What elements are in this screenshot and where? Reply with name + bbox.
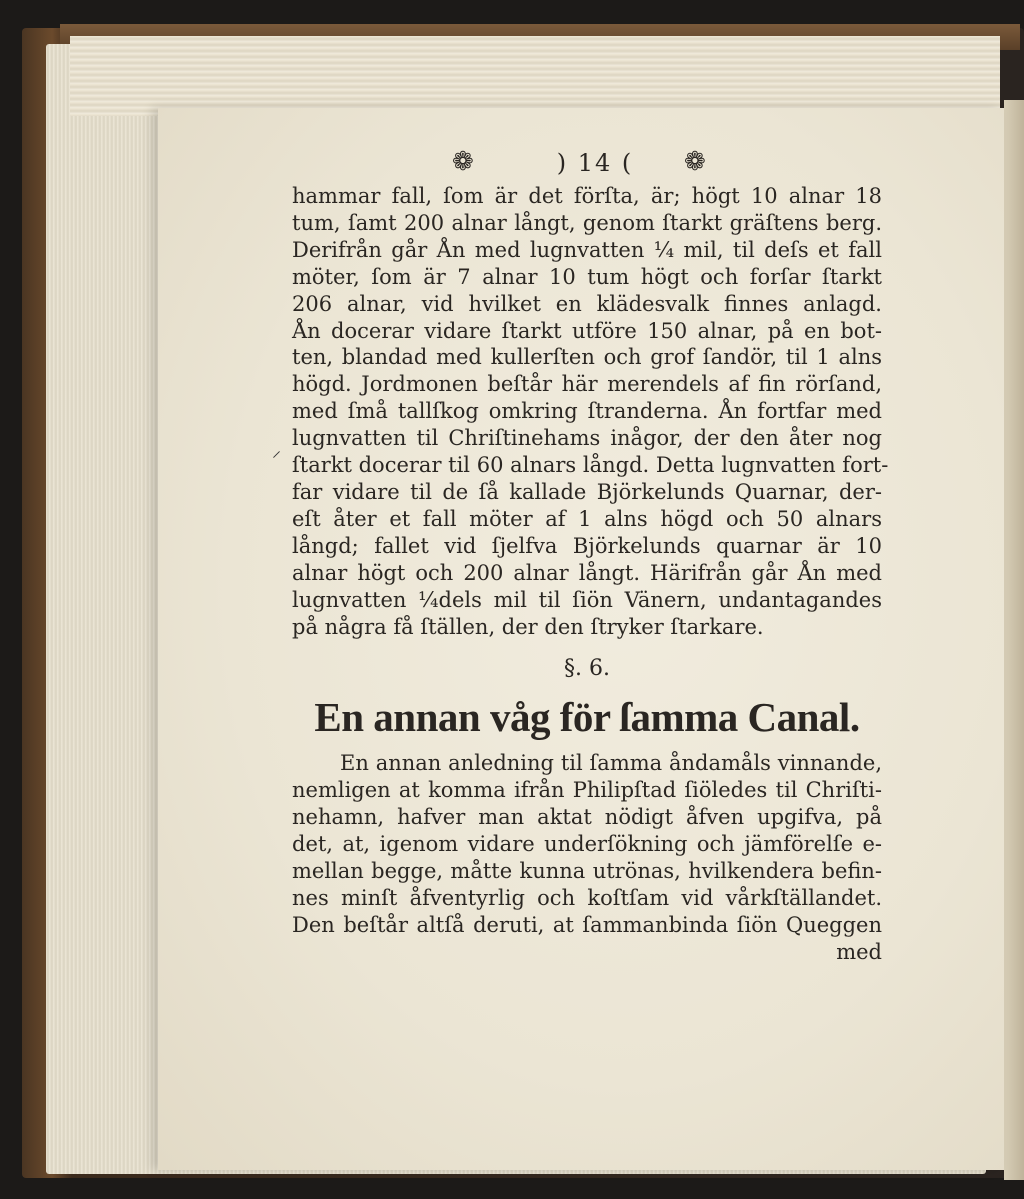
margin-mark: ⸍ (272, 448, 281, 469)
text-line: lugnvatten til Chriſtinehams inågor, der den åter nog (292, 426, 882, 451)
text-line: nehamn, hafver man aktat nödigt åfven upgifva, på (292, 805, 882, 830)
text-line: nemligen at komma ifrån Philipſtad ſiöledes til Chriſti- (292, 778, 882, 803)
text-line: möter, ſom är 7 alnar 10 tum högt och forſar ſtarkt (292, 264, 882, 289)
catchword: med (836, 939, 882, 964)
text-line: alnar högt och 200 alnar långt. Härifrån går Ån med (292, 560, 882, 585)
text-line: Derifrån går Ån med lugnvatten ¼ mil, til deſs et fall (292, 237, 882, 262)
page-number: ) 14 ( (556, 149, 634, 177)
paragraph-1 (292, 183, 889, 640)
text-line: Ån docerar vidare ſtarkt utföre 150 alnar, på en bot- (292, 318, 882, 343)
text-line: långd; fallet vid ſjelfva Björkelunds quarnar är 10 (292, 533, 882, 558)
facing-page-edge (1004, 100, 1024, 1180)
running-head (292, 143, 882, 183)
ornament-left-icon: ❁ (452, 147, 476, 177)
text-line: Den beſtår altſå deruti, at ſammanbinda ſiön Queggen (292, 912, 882, 937)
text-line: En annan anledning til ſamma åndamåls vinnande, (340, 751, 882, 776)
page-stack-top (70, 36, 1000, 116)
text-line: hammar fall, ſom är det förſta, är; högt 10 alnar 18 (292, 184, 882, 208)
text-line: 206 alnar, vid hvilket en klädesvalk finnes anlagd. (292, 291, 882, 316)
section-number: §. 6. (564, 656, 610, 682)
text-line: lugnvatten ¼dels mil til ſiön Vänern, undantagandes (292, 587, 882, 612)
text-line: på några få ſtällen, der den ſtryker ſtarkare. (292, 614, 764, 639)
text-line: eſt åter et fall möter af 1 alns högd och 50 alnars (292, 506, 882, 531)
paragraph-2 (292, 750, 882, 965)
ornament-right-icon: ❁ (684, 147, 708, 177)
page-content (292, 143, 889, 966)
text-line: far vidare til de ſå kallade Björkelunds Quarnar, der- (292, 479, 882, 504)
text-line: tum, ſamt 200 alnar långt, genom ſtarkt gräſtens berg. (292, 210, 882, 235)
text-line: det, at, igenom vidare underſökning och jämförelſe e- (292, 832, 882, 857)
text-line: nes minſt åfventyrlig och koſtſam vid vårkſtällandet. (292, 885, 882, 910)
text-line: med ſmå tallſkog omkring ſtranderna. Ån fortfar med (292, 399, 882, 424)
section-heading: En annan våg för ſamma Canal. (314, 694, 860, 741)
text-line: ten, blandad med kullerſten och grof ſandör, til 1 alns (292, 345, 882, 370)
text-line: ſtarkt docerar til 60 alnars långd. Detta lugnvatten fort- (292, 453, 889, 478)
text-line: högd. Jordmonen beſtår här merendels af fin rörſand, (292, 372, 882, 397)
text-line: mellan begge, måtte kunna utrönas, hvilkendera befin- (292, 859, 882, 884)
